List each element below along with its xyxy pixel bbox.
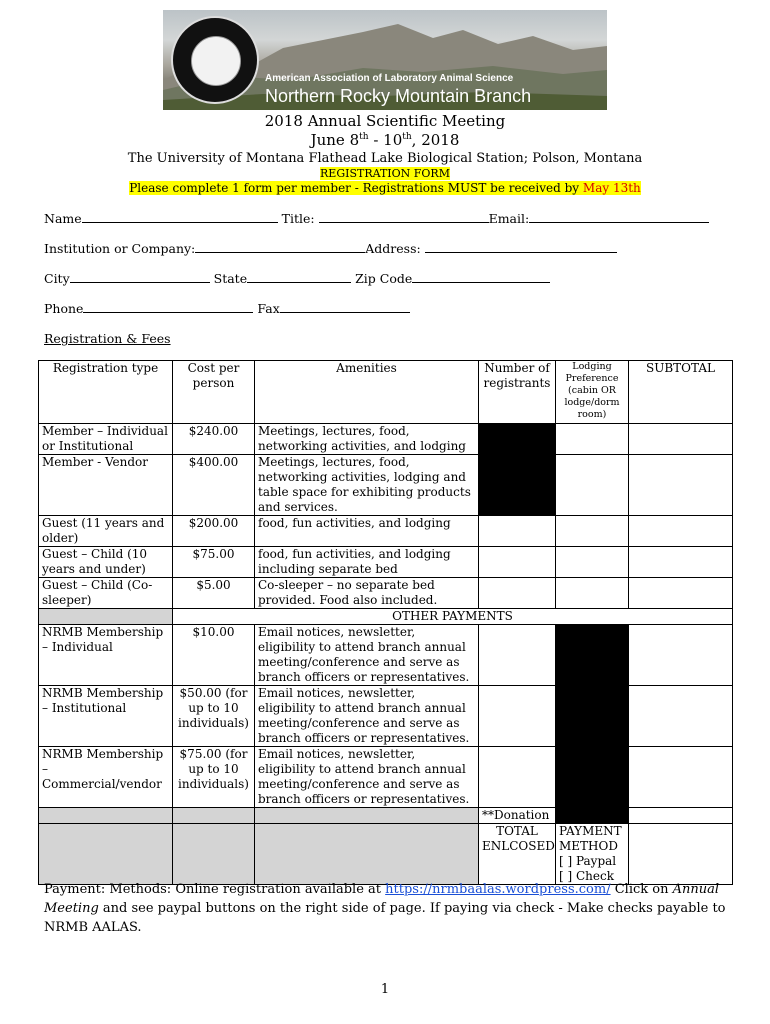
number-cell[interactable] [479, 547, 556, 578]
donation-label: **Donation [479, 808, 556, 824]
lodging-cell[interactable] [556, 578, 629, 609]
seal-center-icon [191, 36, 241, 86]
reg-type: Member – Individual or Institutional [39, 424, 173, 455]
blocked-cell [556, 625, 629, 808]
header-number: Number of registrants [479, 361, 556, 424]
banner-branch-title: Northern Rocky Mountain Branch [265, 86, 532, 106]
subtotal-cell[interactable] [629, 547, 733, 578]
meeting-dates: June 8th - 10th, 2018 [310, 131, 460, 149]
donation-row [39, 808, 733, 824]
table-row [39, 424, 733, 455]
reg-type: Guest – Child (Co-sleeper) [39, 578, 173, 609]
donation-amount-cell[interactable] [629, 808, 733, 824]
address-label: Address: [365, 241, 421, 256]
lodging-cell[interactable] [556, 516, 629, 547]
table-row [39, 516, 733, 547]
email-label: Email: [488, 211, 530, 226]
phone-label: Phone [44, 301, 84, 316]
reg-cost: $5.00 [173, 578, 255, 609]
name-label: Name [44, 211, 82, 226]
payment-instructions: Payment: Methods: Online registration available at https://nrmbaalas.wordpress.com/ Click on Annual Meeting and see paypal buttons on the right side of page. If paying via check - Make checks payable to NRMB AALAS. [44, 882, 726, 935]
number-cell[interactable] [479, 516, 556, 547]
reg-type: NRMB Membership – Commercial/vendor [39, 747, 173, 808]
table-row [39, 686, 733, 747]
header-registration-type: Registration type [39, 361, 173, 424]
reg-amenities: Co-sleeper – no separate bed provided. Food also included. [255, 578, 479, 609]
zip-label: Zip Code [355, 271, 413, 286]
table-row [39, 547, 733, 578]
blocked-cell [556, 808, 629, 824]
payment-method-label: PAYMENT METHOD [559, 824, 622, 853]
total-row [39, 824, 733, 885]
registration-link[interactable]: https://nrmbaalas.wordpress.com/ [385, 882, 611, 897]
total-amount-cell[interactable] [629, 824, 733, 885]
reg-amenities: Email notices, newsletter, eligibility to attend branch annual meeting/conference and serve as branch officers or representatives. [255, 686, 479, 747]
phone-fax-row [44, 301, 410, 316]
subtotal-cell[interactable] [629, 455, 733, 516]
reg-amenities: food, fun activities, and lodging including separate bed [255, 547, 479, 578]
title-label: Title: [281, 211, 315, 226]
subtotal-cell[interactable] [629, 625, 733, 686]
lodging-cell[interactable] [556, 455, 629, 516]
reg-type: Guest – Child (10 years and under) [39, 547, 173, 578]
subtotal-cell[interactable] [629, 578, 733, 609]
phone-field[interactable] [83, 301, 253, 313]
meeting-location: The University of Montana Flathead Lake Biological Station; Polson, Montana [127, 151, 643, 166]
reg-amenities: Meetings, lectures, food, networking activities, and lodging [255, 424, 479, 455]
other-payments-spacer [39, 609, 173, 625]
state-field[interactable] [247, 271, 351, 283]
reg-cost: $10.00 [173, 625, 255, 686]
name-title-email-row [44, 211, 709, 226]
registration-table [38, 360, 733, 885]
number-cell[interactable] [479, 578, 556, 609]
address-field[interactable] [425, 241, 617, 253]
aalas-seal-logo [171, 16, 259, 104]
header-cost: Cost per person [173, 361, 255, 424]
reg-type: Guest (11 years and older) [39, 516, 173, 547]
header-amenities: Amenities [255, 361, 479, 424]
city-label: City [44, 271, 70, 286]
banner-org-subtitle: American Association of Laboratory Animal Science [265, 73, 514, 84]
reg-amenities: Email notices, newsletter, eligibility to attend branch annual meeting/conference and serve as branch officers or representatives. [255, 747, 479, 808]
reg-amenities: Meetings, lectures, food, networking activities, lodging and table space for exhibiting products and services. [255, 455, 479, 516]
name-field[interactable] [82, 211, 278, 223]
reg-type: Member - Vendor [39, 455, 173, 516]
reg-cost: $240.00 [173, 424, 255, 455]
reg-amenities: food, fun activities, and lodging [255, 516, 479, 547]
subtotal-cell[interactable] [629, 747, 733, 808]
fax-field[interactable] [280, 301, 410, 313]
other-payments-row [39, 609, 733, 625]
reg-cost: $75.00 (for up to 10 individuals) [173, 747, 255, 808]
subtotal-cell[interactable] [629, 686, 733, 747]
institution-label: Institution or Company: [44, 241, 196, 256]
city-field[interactable] [70, 271, 210, 283]
reg-cost: $50.00 (for up to 10 individuals) [173, 686, 255, 747]
reg-type: NRMB Membership – Individual [39, 625, 173, 686]
reg-cost: $200.00 [173, 516, 255, 547]
fax-label: Fax [257, 301, 280, 316]
header-lodging: Lodging Preference (cabin OR lodge/dorm room) [556, 361, 629, 424]
registration-fees-heading: Registration & Fees [44, 331, 171, 346]
lodging-cell[interactable] [556, 547, 629, 578]
reg-cost: $400.00 [173, 455, 255, 516]
city-state-zip-row [44, 271, 550, 286]
institution-address-row [44, 241, 617, 256]
page-number: 1 [380, 982, 390, 997]
subtotal-cell[interactable] [629, 516, 733, 547]
other-payments-label: OTHER PAYMENTS [173, 609, 733, 625]
reg-cost: $75.00 [173, 547, 255, 578]
total-enclosed-label: TOTAL ENLCOSED [479, 824, 556, 885]
subtotal-cell[interactable] [629, 424, 733, 455]
table-header-row [39, 361, 733, 424]
deadline-notice: Please complete 1 form per member - Registrations MUST be received by May 13th [129, 181, 641, 195]
header-subtotal: SUBTOTAL [629, 361, 733, 424]
lodging-cell[interactable] [556, 424, 629, 455]
institution-field[interactable] [195, 241, 365, 253]
zip-field[interactable] [412, 271, 550, 283]
number-cell[interactable] [479, 686, 556, 747]
table-row [39, 578, 733, 609]
payment-method-cell [556, 824, 629, 885]
title-field[interactable] [319, 211, 489, 223]
meeting-title: 2018 Annual Scientific Meeting [264, 112, 506, 130]
header-banner [163, 10, 607, 110]
table-row [39, 455, 733, 516]
table-row [39, 747, 733, 808]
number-cell[interactable] [479, 747, 556, 808]
number-cell[interactable] [479, 625, 556, 686]
reg-amenities: Email notices, newsletter, eligibility to attend branch annual meeting/conference and serve as branch officers or representatives. [255, 625, 479, 686]
reg-type: NRMB Membership – Institutional [39, 686, 173, 747]
state-label: State [213, 271, 248, 286]
table-row [39, 625, 733, 686]
form-label: REGISTRATION FORM [320, 167, 450, 180]
blocked-cell [479, 424, 556, 516]
email-field[interactable] [529, 211, 709, 223]
check-checkbox[interactable]: [ ] Check [559, 869, 614, 883]
paypal-checkbox[interactable]: [ ] Paypal [559, 854, 617, 868]
